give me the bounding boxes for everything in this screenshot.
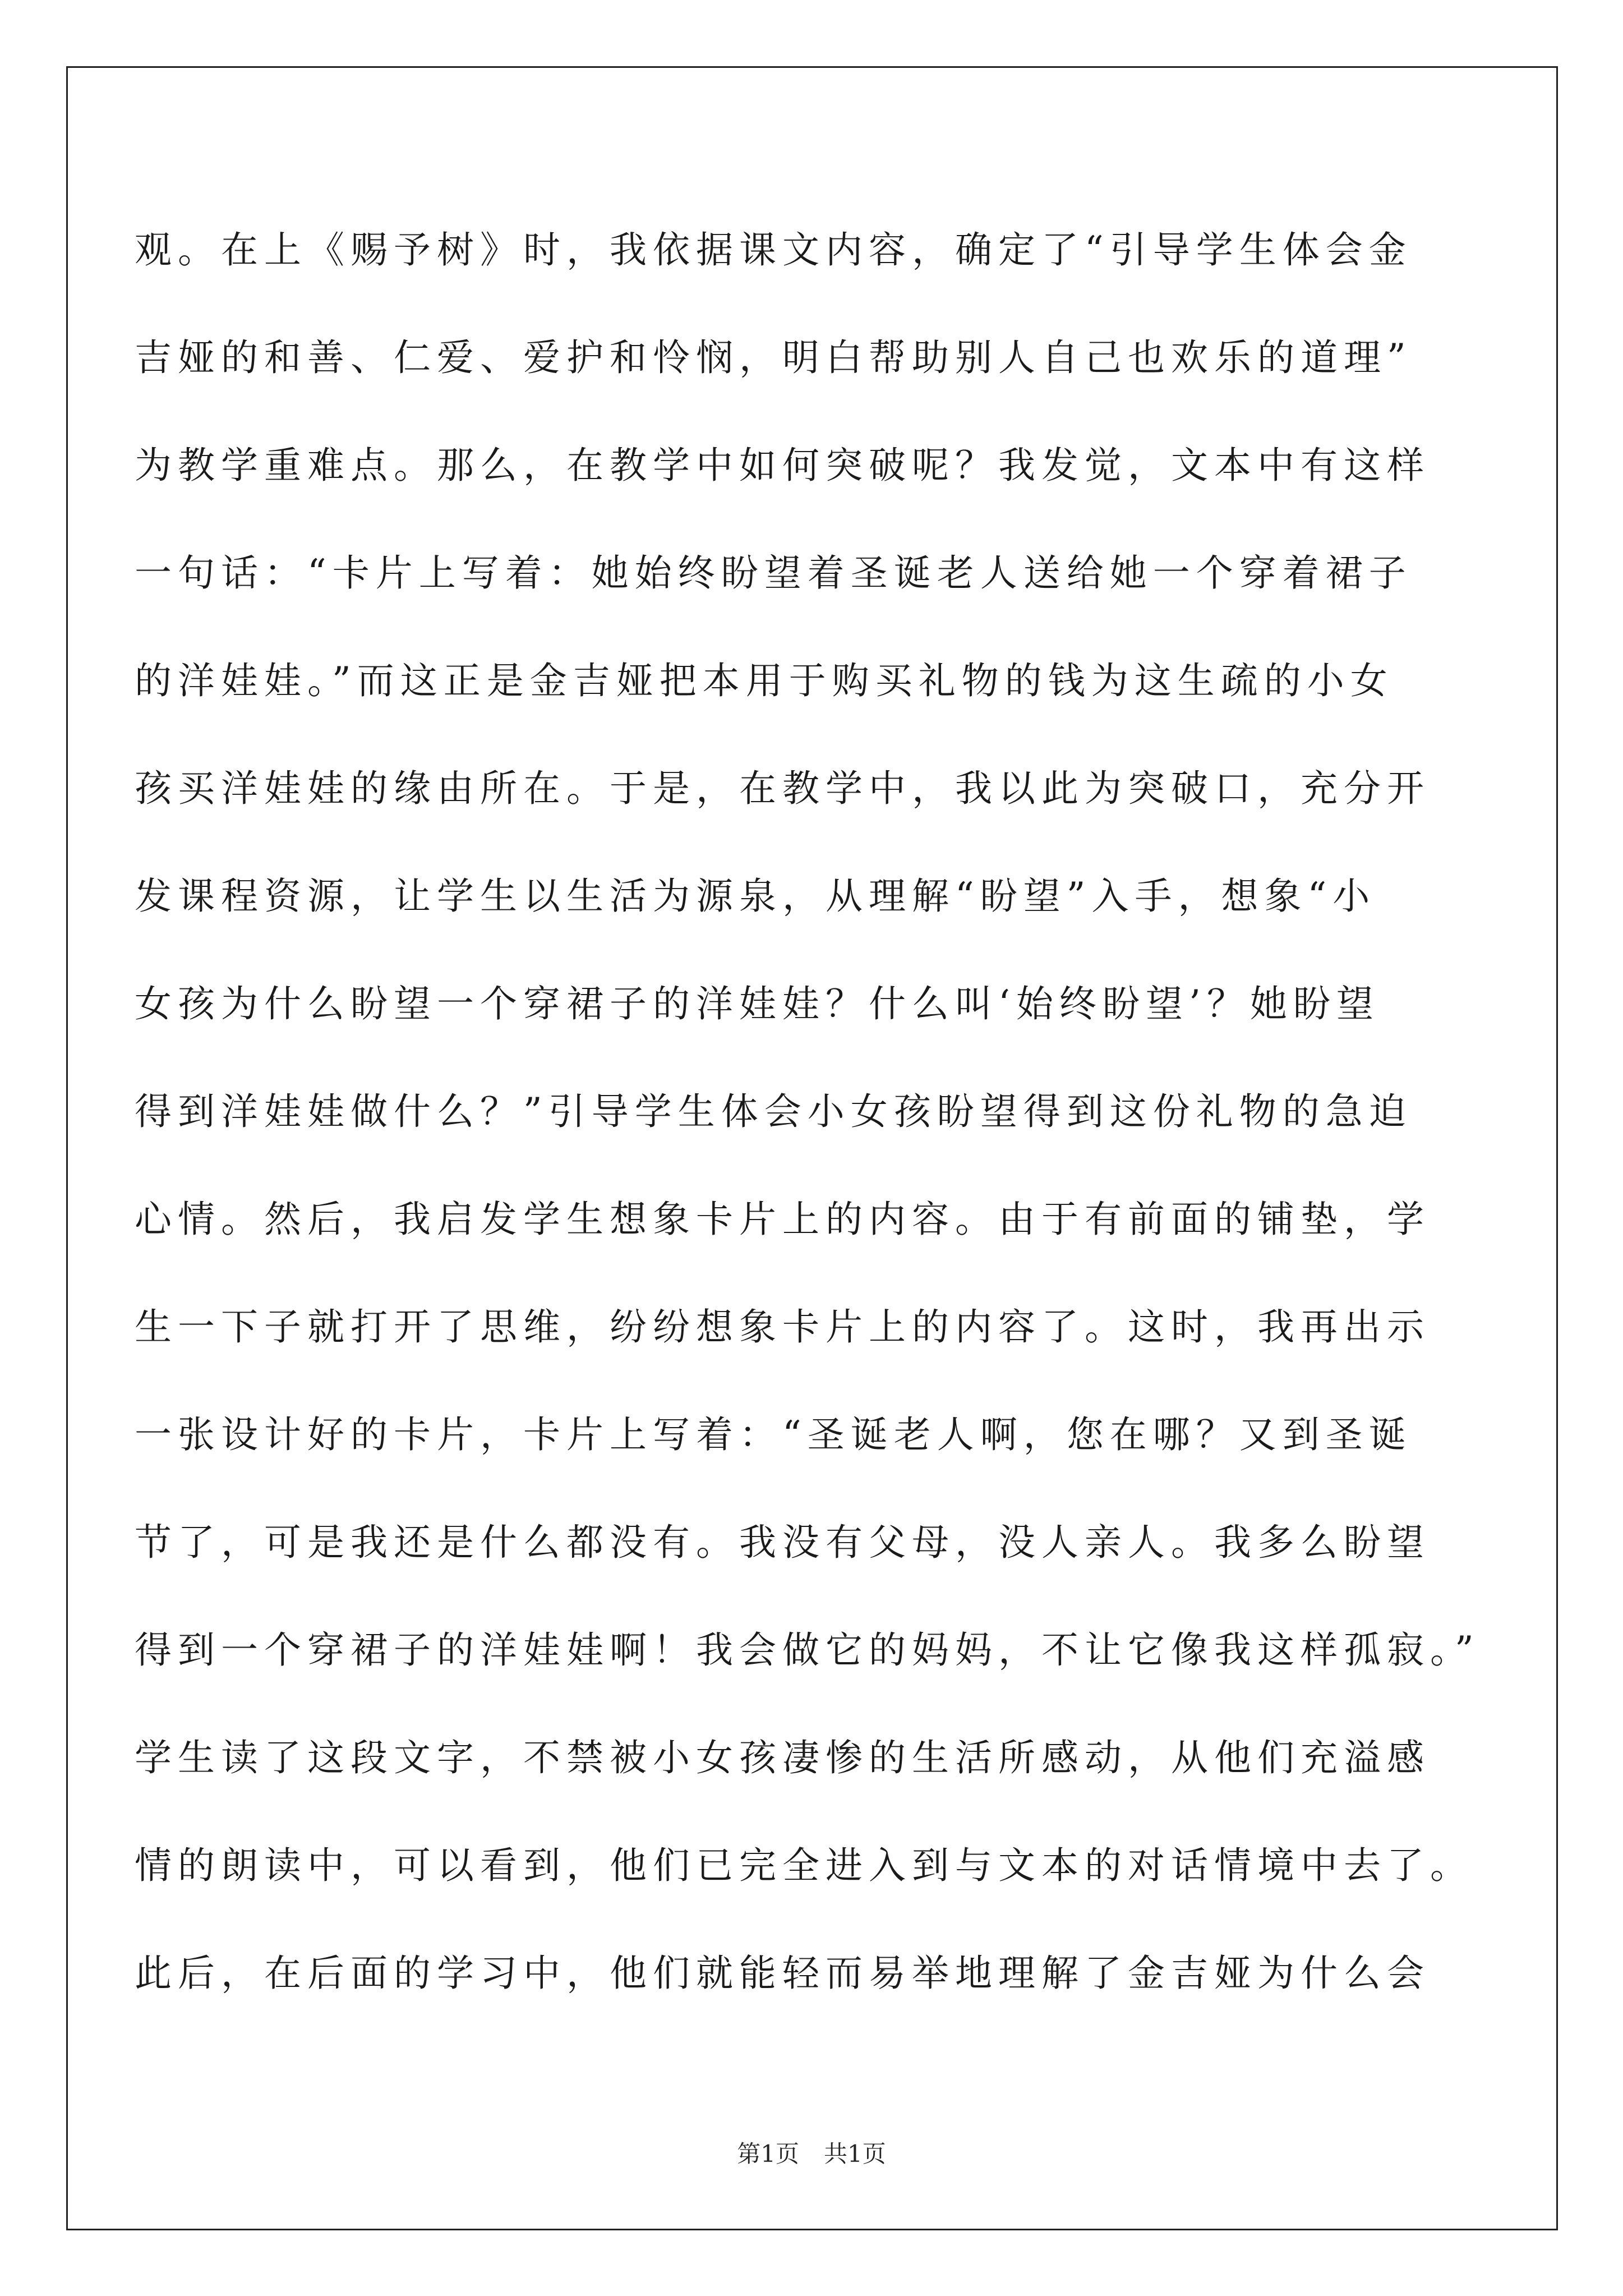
text-line: 的洋娃娃。”而这正是金吉娅把本用于购买礼物的钱为这生疏的小女 xyxy=(135,659,1394,702)
text-line: 一张设计好的卡片，卡片上写着：“圣诞老人啊，您在哪？又到圣诞 xyxy=(135,1413,1412,1456)
text-line: 观。在上《赐予树》时，我依据课文内容，确定了“引导学生体会金 xyxy=(135,228,1412,272)
page-number: 第1页 xyxy=(737,2140,799,2168)
text-line: 生一下子就打开了思维，纷纷想象卡片上的内容了。这时，我再出示 xyxy=(135,1305,1430,1349)
text-line: 女孩为什么盼望一个穿裙子的洋娃娃？什么叫‘始终盼望’？她盼望 xyxy=(135,982,1380,1025)
text-line: 为教学重难点。那么，在教学中如何突破呢？我发觉，文本中有这样 xyxy=(135,444,1430,487)
text-line: 学生读了这段文字，不禁被小女孩凄惨的生活所感动，从他们充溢感 xyxy=(135,1736,1430,1779)
text-line: 孩买洋娃娃的缘由所在。于是，在教学中，我以此为突破口，充分开 xyxy=(135,767,1430,810)
body-text xyxy=(135,213,1492,2044)
text-line: 得到一个穿裙子的洋娃娃啊！我会做它的妈妈，不让它像我这样孤寂。” xyxy=(135,1628,1480,1672)
text-line: 一句话：“卡片上写着：她始终盼望着圣诞老人送给她一个穿着裙子 xyxy=(135,551,1412,595)
page-total: 共1页 xyxy=(824,2140,886,2168)
text-line: 得到洋娃娃做什么？”引导学生体会小女孩盼望得到这份礼物的急迫 xyxy=(135,1090,1412,1133)
text-line: 情的朗读中，可以看到，他们已完全进入到与文本的对话情境中去了。 xyxy=(135,1844,1473,1887)
text-line: 心情。然后，我启发学生想象卡片上的内容。由于有前面的铺垫，学 xyxy=(135,1198,1430,1241)
text-line: 发课程资源，让学生以生活为源泉，从理解“盼望”入手，想象“小 xyxy=(135,875,1376,918)
page-footer xyxy=(0,2137,1623,2171)
text-line: 节了，可是我还是什么都没有。我没有父母，没人亲人。我多么盼望 xyxy=(135,1521,1430,1564)
text-line: 此后，在后面的学习中，他们就能轻而易举地理解了金吉娅为什么会 xyxy=(135,1952,1430,1995)
text-line: 吉娅的和善、仁爱、爱护和怜悯，明白帮助别人自己也欢乐的道理” xyxy=(135,336,1412,379)
